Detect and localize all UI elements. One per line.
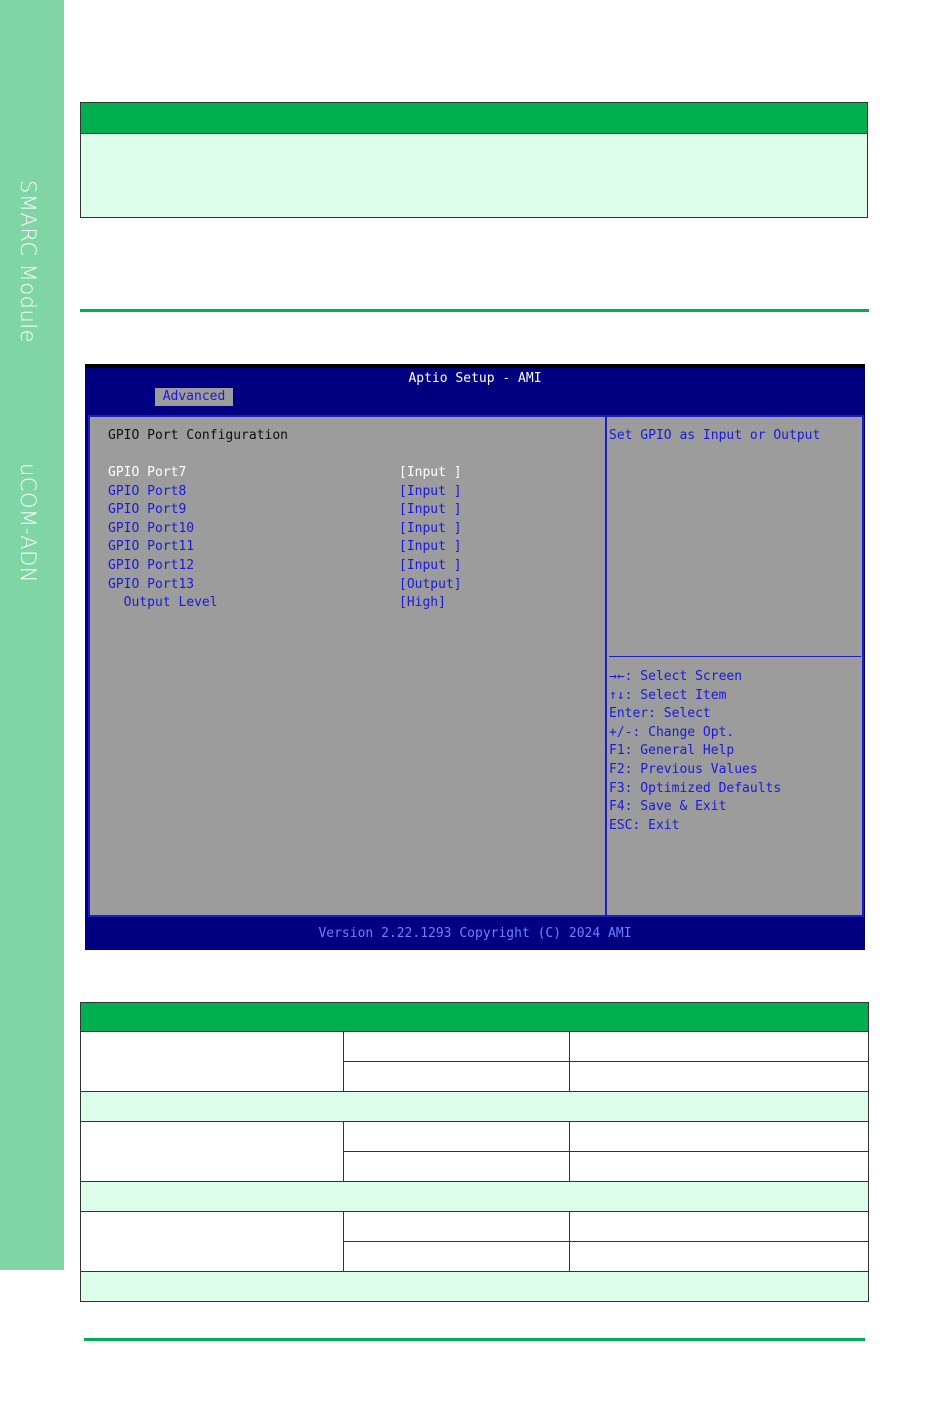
bios-key-hint: ESC: Exit [609,817,680,833]
bios-screen [85,364,865,950]
bios-item-label: GPIO Port7 [108,465,187,480]
bios-key-hint: +/-: Change Opt. [609,724,735,740]
bios-key-hint: F1: General Help [609,743,735,759]
note-box-header [81,103,867,134]
bios-menu-item[interactable] [108,557,588,575]
bios-menu-item[interactable] [108,576,588,594]
bios-key-hint: F3: Optimized Defaults [609,780,782,796]
table-description-row [80,1091,869,1122]
bios-menu-item[interactable] [108,464,588,482]
bios-item-label: GPIO Port11 [108,539,195,555]
table-description-row [80,1271,869,1302]
bios-item-value[interactable]: [Input ] [399,539,462,555]
tab-advanced[interactable]: Advanced [155,388,233,406]
bios-menu-item[interactable] [108,594,588,612]
table-cell [569,1061,869,1092]
table-cell [343,1061,570,1092]
table-cell [569,1151,869,1182]
bios-main-panel [88,415,864,917]
bios-item-value[interactable]: [Output] [399,576,462,592]
table-cell [343,1151,570,1182]
table-cell [80,1121,344,1182]
table-cell [80,1031,344,1092]
bios-menu-item[interactable] [108,501,588,519]
sidebar-title-model: uCOM-ADN [16,463,40,583]
bios-item-value[interactable]: [Input ] [399,558,462,573]
bios-item-value[interactable]: [Input ] [399,483,462,499]
bios-help-text: Set GPIO as Input or Output [609,428,821,443]
bios-footer: Version 2.22.1293 Copyright (C) 2024 AMI [318,926,632,941]
bios-help-divider [609,656,861,657]
bios-item-value[interactable]: [Input ] [399,465,462,480]
bios-item-label: Output Level [108,595,218,611]
table-cell [569,1211,869,1242]
bios-item-value[interactable]: [Input ] [399,502,462,518]
table-cell [343,1031,570,1062]
table-cell [569,1121,869,1152]
footer-divider [84,1338,865,1341]
bios-key-hint: F2: Previous Values [609,762,758,777]
bios-section-heading: GPIO Port Configuration [108,428,289,443]
bios-menu-item[interactable] [108,538,588,556]
table-header [80,1002,869,1032]
bios-menu-item[interactable] [108,483,588,501]
section-divider [80,309,869,312]
table-cell [343,1241,570,1272]
bios-panel-divider [605,417,607,915]
bios-key-hint: Enter: Select [609,706,711,722]
sidebar [0,0,64,1270]
bios-item-value[interactable]: [Input ] [399,520,462,536]
settings-table [80,1002,869,1302]
bios-item-label: GPIO Port8 [108,483,187,499]
bios-item-label: GPIO Port12 [108,558,195,573]
table-cell [80,1211,344,1272]
bios-item-label: GPIO Port10 [108,520,195,536]
bios-key-hint: →←: Select Screen [609,669,743,684]
bios-menu-item[interactable] [108,520,588,538]
table-cell [343,1121,570,1152]
table-description-row [80,1181,869,1212]
bios-key-hint: F4: Save & Exit [609,799,727,815]
bios-item-label: GPIO Port9 [108,502,187,518]
table-cell [343,1211,570,1242]
table-cell [569,1031,869,1062]
bios-top-border [85,364,865,368]
bios-key-hint: ↑↓: Select Item [609,687,727,703]
note-box [80,102,868,218]
bios-title: Aptio Setup - AMI [408,371,542,386]
sidebar-title-smarc: SMARC Module [16,180,40,344]
bios-item-label: GPIO Port13 [108,576,195,592]
table-cell [569,1241,869,1272]
bios-item-value[interactable]: [High] [399,595,446,611]
